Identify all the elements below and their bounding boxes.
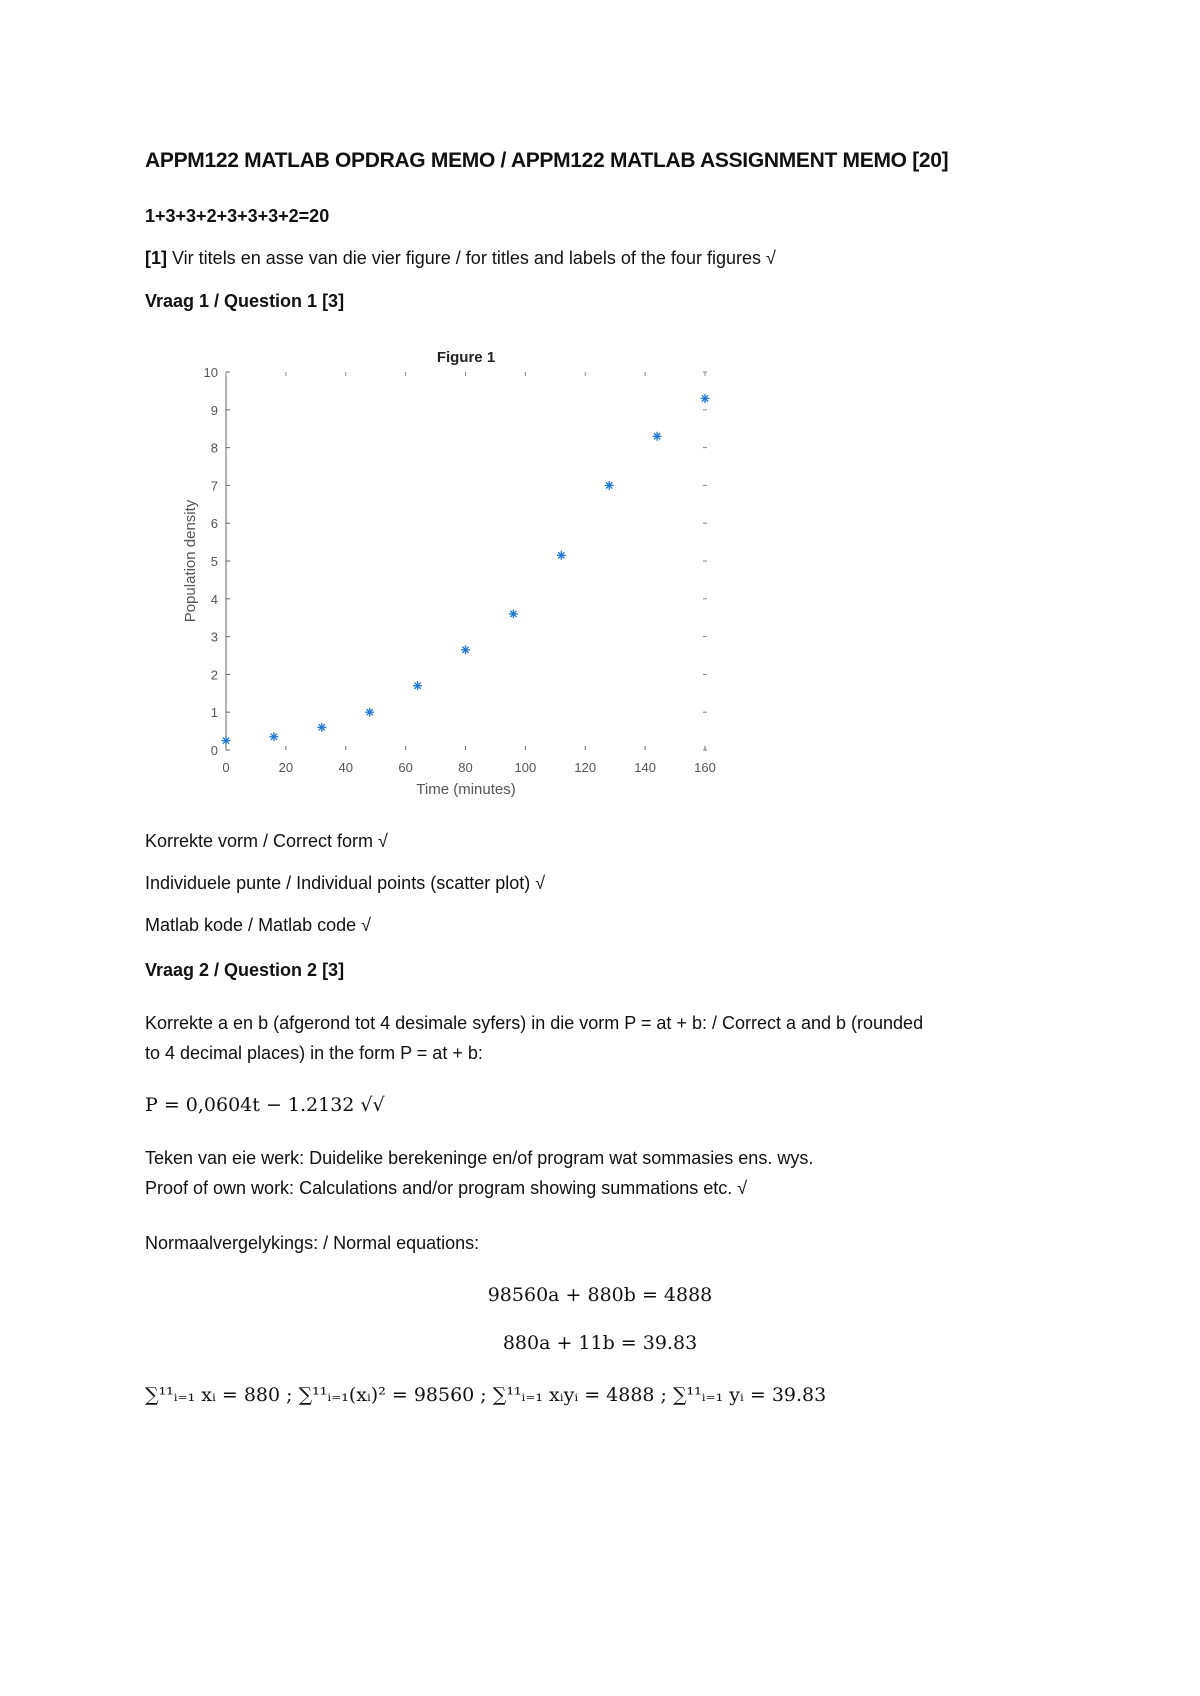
summation-values: ∑¹¹ᵢ₌₁ xᵢ = 880 ; ∑¹¹ᵢ₌₁(xᵢ)² = 98560 ; ∑¹¹ᵢ₌₁ xᵢyᵢ = 4888 ; ∑¹¹ᵢ₌₁ yᵢ = 39.83 bbox=[145, 1384, 827, 1406]
titles-note bbox=[145, 245, 776, 271]
y-tick-label: 5 bbox=[210, 554, 218, 569]
y-tick-label: 8 bbox=[210, 440, 218, 456]
x-tick-label: 40 bbox=[338, 760, 353, 775]
q2-desc-line2: to 4 decimal places) in the form P = at + b: bbox=[145, 1043, 483, 1063]
y-tick-label: 0 bbox=[210, 743, 218, 758]
y-tick-label: 3 bbox=[210, 629, 218, 645]
figure-1-chart bbox=[170, 350, 730, 800]
data-point bbox=[365, 708, 374, 717]
x-tick-label: 80 bbox=[458, 760, 473, 775]
chart-title: Figure 1 bbox=[436, 350, 496, 366]
x-tick-label: 0 bbox=[222, 760, 230, 775]
data-point bbox=[461, 645, 470, 654]
q1-heading: Vraag 1 / Question 1 [3] bbox=[145, 291, 345, 311]
page-title: APPM122 MATLAB OPDRAG MEMO / APPM122 MATLAB ASSIGNMENT MEMO [20] bbox=[145, 149, 949, 172]
x-tick-label: 140 bbox=[634, 760, 656, 775]
q1-item-matlab-code: Matlab kode / Matlab code √ bbox=[145, 915, 372, 935]
data-point bbox=[557, 551, 566, 560]
x-tick-label: 60 bbox=[398, 760, 413, 775]
y-tick-label: 2 bbox=[210, 667, 218, 683]
marks-summary: 1+3+3+2+3+3+3+2=20 bbox=[145, 206, 330, 226]
data-point bbox=[605, 481, 614, 490]
y-tick-label: 6 bbox=[210, 516, 218, 532]
normal-equations-label: Normaalvergelykings: / Normal equations: bbox=[145, 1233, 480, 1253]
data-point bbox=[413, 681, 422, 690]
q1-item-correct-form: Korrekte vorm / Correct form √ bbox=[145, 831, 388, 851]
q2-heading: Vraag 2 / Question 2 [3] bbox=[145, 960, 345, 980]
y-tick-label: 1 bbox=[210, 705, 218, 721]
q2-proof-en: Proof of own work: Calculations and/or program showing summations etc. √ bbox=[145, 1178, 748, 1198]
normal-equation-1: 98560a + 880b = 4888 bbox=[487, 1284, 713, 1306]
q2-desc-line1: Korrekte a en b (afgerond tot 4 desimale syfers) in die vorm P = at + b: / Correct a and b (rounded bbox=[145, 1013, 924, 1033]
x-tick-label: 120 bbox=[574, 760, 597, 775]
titles-note-mark: [1] bbox=[145, 248, 167, 268]
chart-points bbox=[222, 394, 710, 745]
q2-result-equation: P = 0,0604t − 1.2132 √√ bbox=[145, 1094, 385, 1116]
y-tick-label: 9 bbox=[210, 402, 218, 418]
x-tick-label: 160 bbox=[694, 760, 716, 775]
chart-axes bbox=[204, 365, 716, 775]
data-point bbox=[701, 394, 710, 403]
x-tick-label: 20 bbox=[278, 760, 294, 775]
x-tick-label: 100 bbox=[514, 760, 537, 775]
data-point bbox=[222, 736, 231, 745]
titles-note-text: Vir titels en asse van die vier figure / for titles and labels of the four figures √ bbox=[167, 248, 776, 268]
q1-item-individual-points: Individuele punte / Individual points (scatter plot) √ bbox=[145, 873, 546, 893]
normal-equation-2: 880a + 11b = 39.83 bbox=[502, 1332, 698, 1354]
data-point bbox=[317, 723, 326, 732]
q2-proof-af: Teken van eie werk: Duidelike berekeninge en/of program wat sommasies ens. wys. bbox=[145, 1148, 814, 1168]
y-tick-label: 7 bbox=[210, 478, 218, 494]
data-point bbox=[509, 609, 518, 618]
data-point bbox=[269, 732, 278, 741]
chart-ylabel: Population density bbox=[182, 499, 199, 623]
y-tick-label: 4 bbox=[210, 591, 218, 607]
y-tick-label: 10 bbox=[203, 365, 218, 380]
chart-xlabel: Time (minutes) bbox=[416, 781, 516, 798]
data-point bbox=[653, 432, 662, 441]
